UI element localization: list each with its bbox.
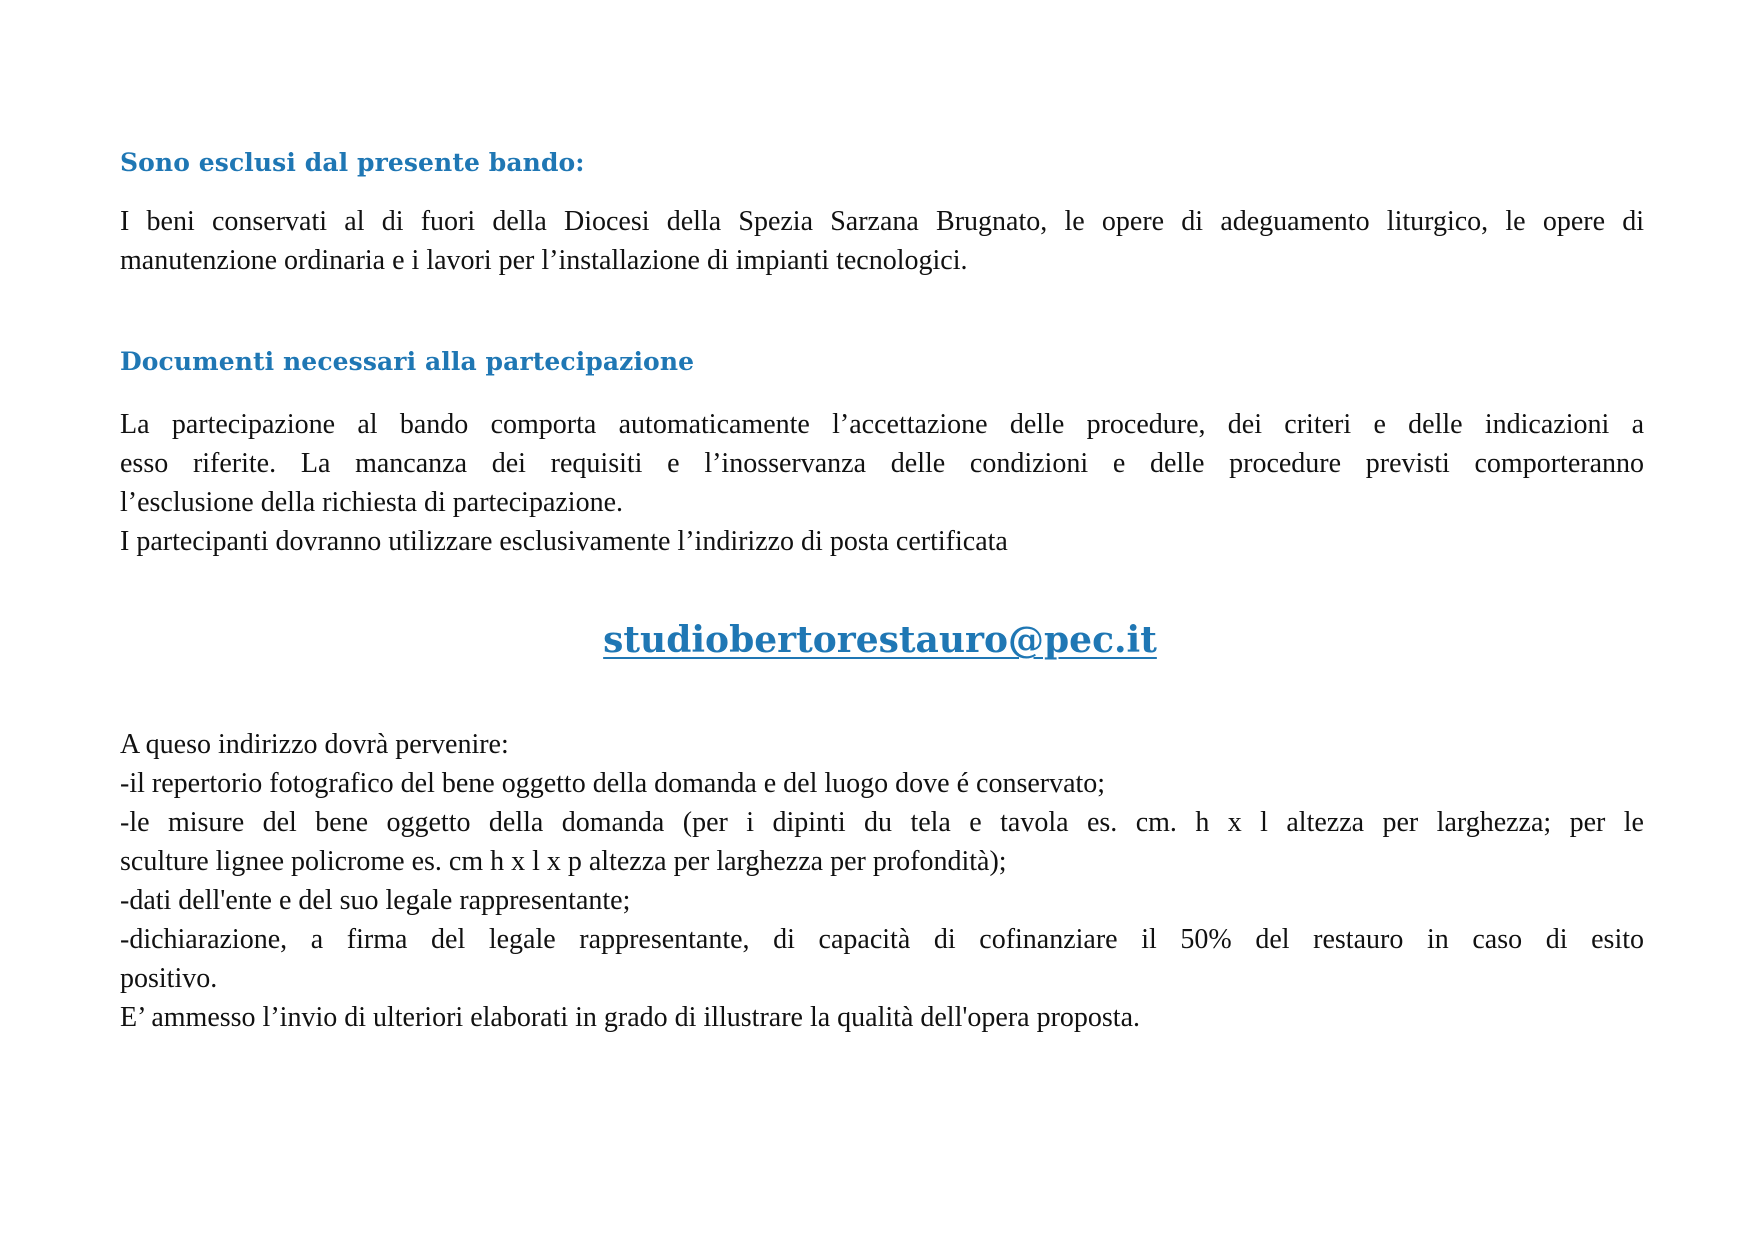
text-line: l’esclusione della richiesta di partecipazione.	[120, 487, 624, 518]
text-line: A queso indirizzo dovrà pervenire:	[120, 729, 509, 760]
list-item-continuation: sculture lignee policrome es. cm h x l x p altezza per larghezza per profondità);	[120, 846, 1007, 877]
text-line: manutenzione ordinaria e i lavori per l’installazione di impianti tecnologici.	[120, 245, 968, 276]
list-item: -dichiarazione, a firma del legale rappresentante, di capacità di cofinanziare il 50% del restauro in caso di esito	[120, 924, 1644, 955]
text-line: E’ ammesso l’invio di ulteriori elaborati in grado di illustrare la qualità dell'opera proposta.	[120, 1002, 1141, 1033]
text-line: La partecipazione al bando comporta automaticamente l’accettazione delle procedure, dei criteri e delle indicazioni a	[120, 409, 1644, 440]
text-line: esso riferite. La mancanza dei requisiti e l’inosservanza delle condizioni e delle procedure previsti comporteranno	[120, 448, 1644, 479]
paragraph-excluded	[120, 202, 1644, 280]
heading-documents: Documenti necessari alla partecipazione	[120, 347, 695, 376]
list-item: -dati dell'ente e del suo legale rappresentante;	[120, 885, 631, 916]
heading-excluded: Sono esclusi dal presente bando:	[120, 148, 585, 177]
email-container	[120, 619, 1640, 661]
email-link[interactable]: studiobertorestauro@pec.it	[603, 619, 1157, 661]
document-page	[120, 145, 1644, 1037]
paragraph-requirements	[120, 725, 1644, 1037]
text-line: I beni conservati al di fuori della Diocesi della Spezia Sarzana Brugnato, le opere di adeguamento liturgico, le opere di	[120, 206, 1644, 237]
list-item: -le misure del bene oggetto della domanda (per i dipinti du tela e tavola es. cm. h x l altezza per larghezza; per le	[120, 807, 1644, 838]
list-item-continuation: positivo.	[120, 963, 218, 994]
paragraph-documents	[120, 405, 1644, 561]
text-line: I partecipanti dovranno utilizzare esclusivamente l’indirizzo di posta certificata	[120, 526, 1008, 557]
list-item: -il repertorio fotografico del bene oggetto della domanda e del luogo dove é conservato;	[120, 768, 1106, 799]
